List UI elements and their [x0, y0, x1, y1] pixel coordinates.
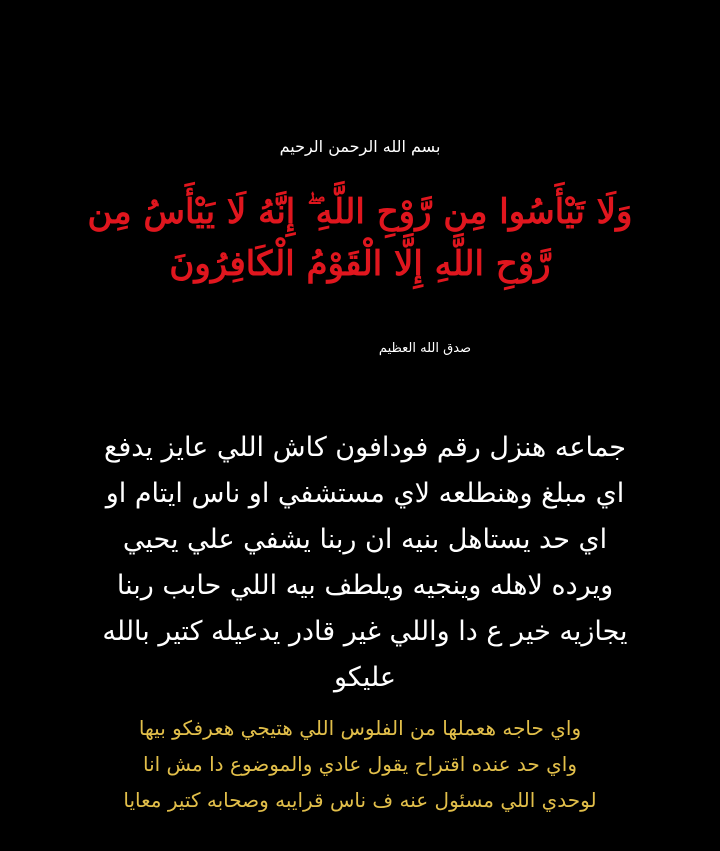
footer-line-2: واي حد عنده اقتراح يقول عادي والموضوع دا مش انا: [142, 752, 578, 776]
appeal-line-4: ويرده لاهله وينجيه ويلطف بيه اللي حابب ربنا: [116, 570, 614, 601]
verse-line-1: وَلَا تَيْأَسُوا مِن رَّوْحِ اللَّهِ ۖ إِنَّهُ لَا يَيْأَسُ مِن: [87, 192, 633, 232]
footer-note: [70, 710, 650, 818]
verse-line-2: رَّوْحِ اللَّهِ إِلَّا الْقَوْمُ الْكَافِرُونَ: [169, 244, 551, 284]
footer-line-1: واي حاجه هعملها من الفلوس اللي هتيجي هعرفكو بيها: [138, 716, 582, 740]
closing-phrase: صدق الله العظيم: [378, 341, 472, 356]
appeal-line-1: جماعه هنزل رقم فودافون كاش اللي عايز يدفع: [104, 432, 626, 463]
appeal-line-3: اي حد يستاهل بنيه ان ربنا يشفي علي يحيي: [122, 524, 608, 555]
quran-verse: [40, 186, 680, 290]
appeal-line-6: عليكو: [333, 662, 397, 693]
appeal-message: [70, 425, 660, 701]
footer-line-3: لوحدي اللي مسئول عنه ف ناس قرايبه وصحابه كتير معايا: [123, 788, 597, 812]
appeal-line-5: يجازيه خير ع دا واللي غير قادر يدعيله كتير بالله: [102, 616, 628, 647]
appeal-line-2: اي مبلغ وهنطلعه لاي مستشفي او ناس ايتام او: [105, 478, 625, 509]
basmala-text: بسم الله الرحمن الرحيم: [279, 137, 441, 156]
